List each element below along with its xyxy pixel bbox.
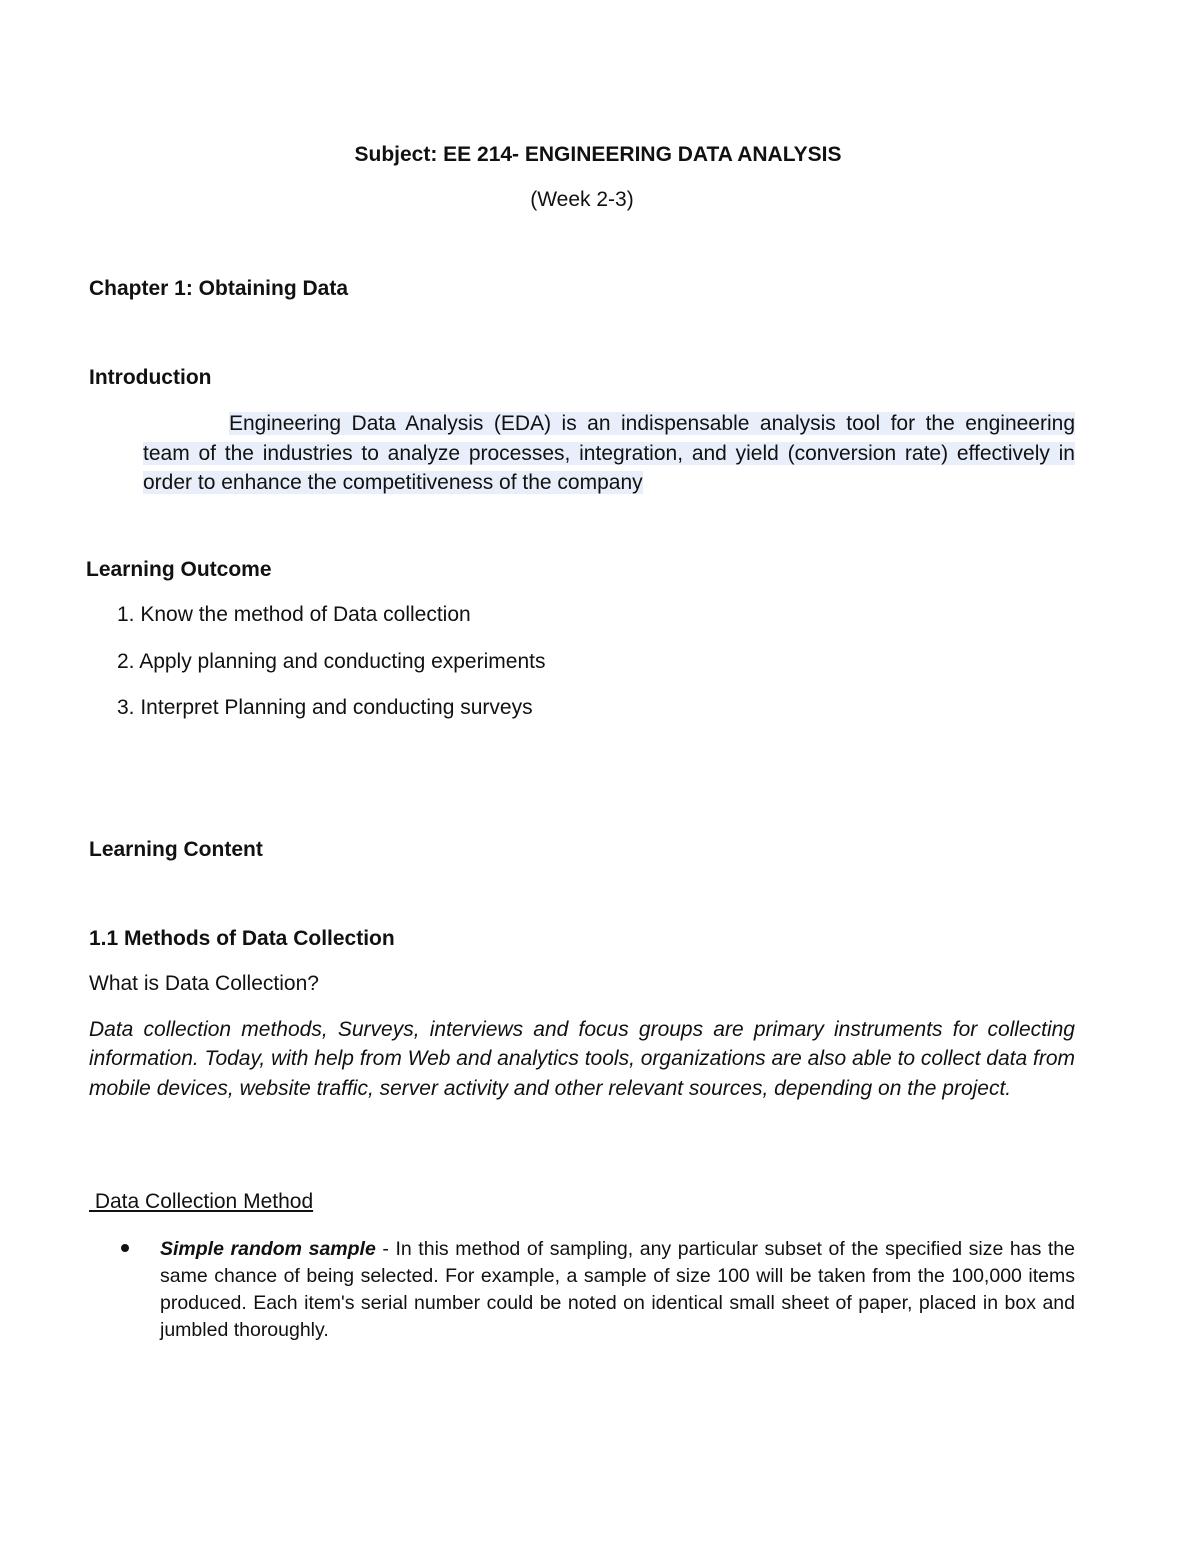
section-heading: 1.1 Methods of Data Collection — [89, 927, 395, 950]
learning-outcome-heading: Learning Outcome — [86, 558, 272, 581]
learning-outcome-item: 1. Know the method of Data collection — [117, 603, 471, 626]
learning-content-heading: Learning Content — [89, 838, 263, 861]
learning-outcome-item: 3. Interpret Planning and conducting surveys — [117, 696, 533, 719]
definition-paragraph: Data collection methods, Surveys, interviews and focus groups are primary instruments for collecting information. Today, with help from Web and analytics tools, organizations are also able to collect data from mobile devices, website traffic, server activity and other relevant sources, depending on the project. — [89, 1018, 1075, 1100]
bullet-icon — [121, 1244, 129, 1252]
bullet-description: - In this method of sampling, any particular subset of the specified size has the same chance of being selected. For example, a sample of size 100 will be taken from the 100,000 items produced. Each item's serial number could be noted on identical small sheet of paper, placed in box and jumbled thoroughly. — [160, 1238, 1076, 1341]
document-title: Subject: EE 214- ENGINEERING DATA ANALYSIS — [354, 143, 842, 166]
section-question: What is Data Collection? — [89, 972, 319, 995]
week-label: (Week 2-3) — [530, 188, 634, 211]
bullet-item — [160, 1236, 1075, 1344]
bullet-term: Simple random sample — [160, 1238, 376, 1260]
method-subheading: Data Collection Method — [89, 1190, 314, 1213]
learning-outcome-item: 2. Apply planning and conducting experiments — [117, 650, 546, 673]
introduction-text: Engineering Data Analysis (EDA) is an indispensable analysis tool for the engineering team of the industries to analyze processes, integration, and yield (conversion rate) effectively in order to enhance the competitiveness of the company — [143, 412, 1075, 494]
introduction-heading: Introduction — [89, 366, 212, 389]
introduction-paragraph — [143, 409, 1075, 498]
chapter-title: Chapter 1: Obtaining Data — [89, 277, 349, 300]
